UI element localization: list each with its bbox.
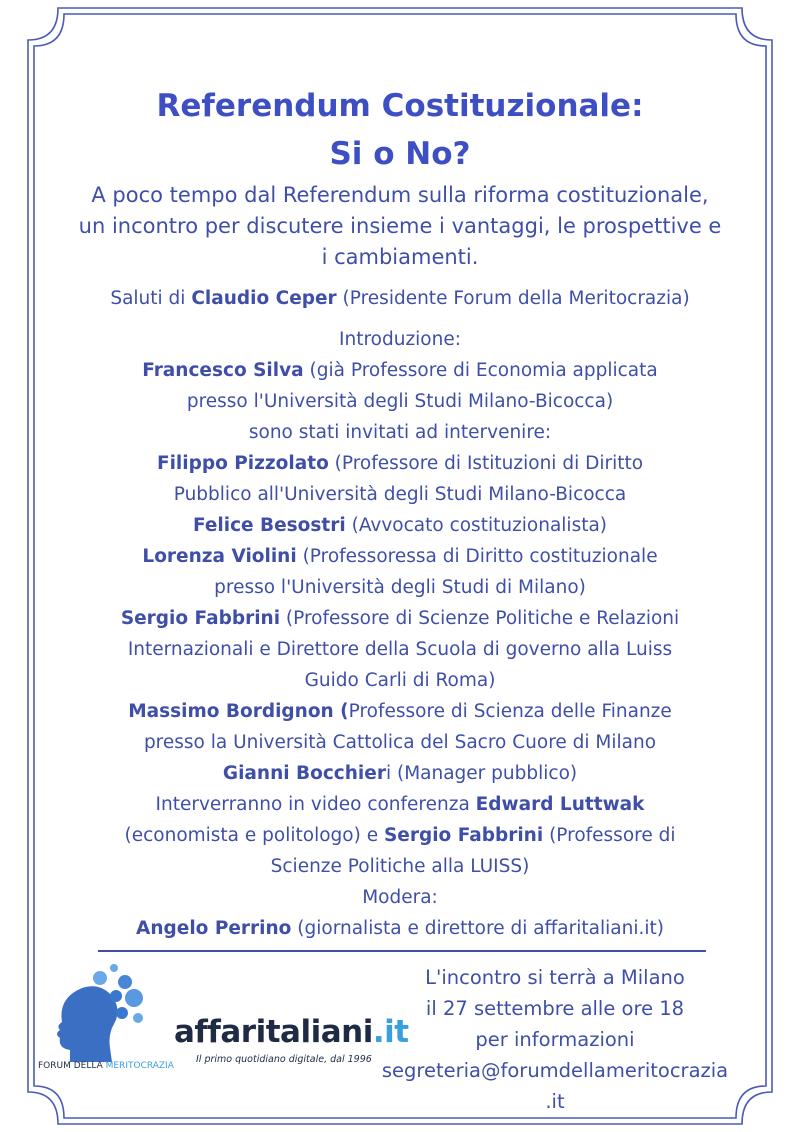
speakers-list: Introduzione: Francesco Silva (già Professore di Economia applicata presso l'Università degli Studi Milano-Bicocca) sono stati invitati ad intervenire: Filippo Pizzolato (Professore di Istituzioni di Diritto Pubblico all'Università degli Studi Milano-Bicocca Felice Besostri (Avvocato costituzionalista) Lorenza Violini (Professoressa di Diritto costituzionale presso l'Università degli Studi di Milano) Sergio Fabbrini (Professore di Scienze Politiche e Relazioni Internazionali e Direttore della Scuola di governo alla Luiss Guido Carli di Roma) Massimo Bordignon (Professore di Scienza delle Finanze presso la Università Cattolica del Sacro Cuore di Milano Gianni Bocchieri (Manager pubblico) Interverranno in video conferenza Edward Luttwak (economista e politologo) e Sergio Fabbrini (Professore di Scienze Politiche alla LUISS) Modera: Angelo Perrino (giornalista e direttore di affaritaliani.it) (120, 329, 680, 939)
contact-email-tld: .it (545, 1090, 565, 1113)
event-title: Referendum Costituzionale: Si o No? (156, 88, 644, 172)
event-info: L'incontro si terrà a Milano il 27 settembre alle ore 18 per informazioni segreteria@forumdellameritocrazia .it (381, 966, 729, 1113)
speaker-name: Massimo Bordignon ( (128, 701, 349, 722)
speaker-name: Filippo Pizzolato (156, 453, 329, 474)
event-description: A poco tempo dal Referendum sulla riforma costituzionale, un incontro per discutere insieme i vantaggi, le prospettive e i cambiamenti. (78, 183, 722, 269)
forum-meritocrazia-logo-icon (30, 958, 170, 1063)
date-time: il 27 settembre alle ore 18 (425, 997, 685, 1020)
speaker-name: Lorenza Violini (142, 546, 297, 567)
speaker-name: Sergio Fabbrini (383, 825, 544, 846)
speaker-name: Gianni Bocchier (222, 763, 386, 784)
moderator-heading: Modera: (362, 887, 438, 908)
divider (98, 950, 706, 952)
affaritaliani-logo: affaritaliani.it (174, 1014, 409, 1050)
intro-heading: Introduzione: (339, 329, 461, 350)
greetings-line: Saluti di Claudio Ceper (Presidente Forum della Meritocrazia) (110, 288, 690, 309)
speaker-name: Edward Luttwak (475, 794, 645, 815)
moderator-name: Angelo Perrino (136, 918, 292, 939)
invited-heading: sono stati invitati ad intervenire: (248, 422, 552, 443)
speaker-name: Sergio Fabbrini (120, 608, 281, 629)
speaker-name: Francesco Silva (142, 360, 304, 381)
greeter-name: Claudio Ceper (191, 288, 337, 309)
affaritaliani-tagline: Il primo quotidiano digitale, dal 1996 (196, 1054, 372, 1065)
forum-label: FORUM DELLA MERITOCRAZIA (38, 1061, 174, 1071)
venue: L'incontro si terrà a Milano (425, 966, 685, 989)
event-content (40, 82, 760, 944)
speaker-name: Felice Besostri (192, 515, 346, 536)
contact-email: segreteria@forumdellameritocrazia (381, 1059, 729, 1082)
